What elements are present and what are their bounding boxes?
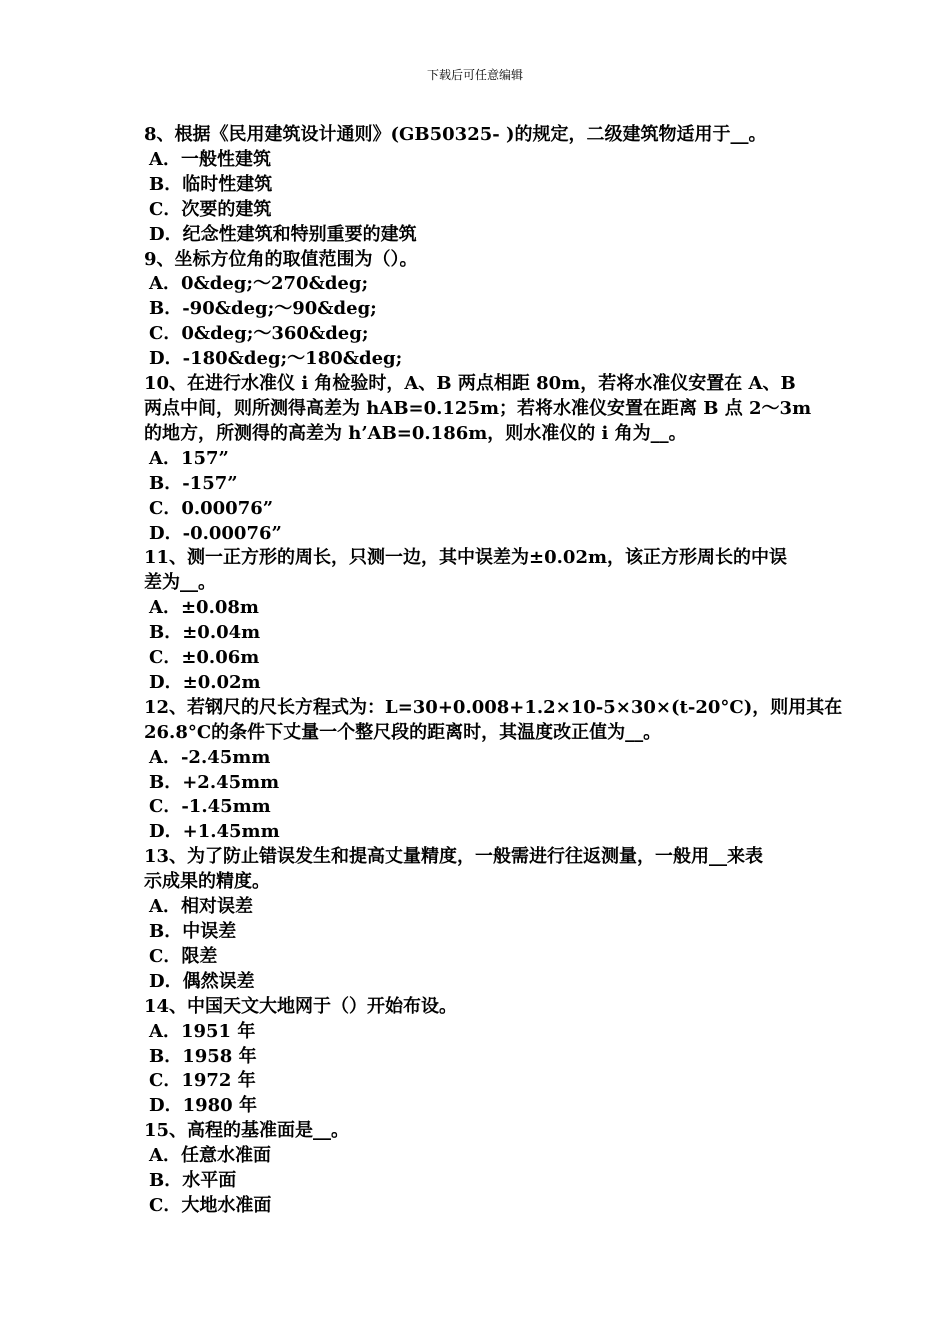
question-text: 14、中国天文大地网于（）开始布设。 [144,995,458,1017]
option-c: C．0&deg;～360&deg; [149,323,369,345]
option-a: A．0&deg;～270&deg; [149,273,369,295]
option-a: A．1951 年 [149,1020,256,1042]
option-a: A．相对误差 [149,896,253,918]
option-d: D．纪念性建筑和特别重要的建筑 [149,223,417,245]
option-c: C．大地水准面 [149,1194,272,1216]
question-text: 15、高程的基准面是__。 [144,1120,350,1142]
option-a: A．-2.45mm [149,746,271,768]
option-b: B．中误差 [149,921,237,942]
question-14 [144,995,808,1120]
question-text: 示成果的精度。 [144,871,270,893]
option-c: C．±0.06m [149,647,260,669]
page-header: 下载后可任意编辑 [426,68,523,82]
option-c: C．限差 [149,945,218,967]
option-c: C．1972 年 [149,1070,256,1092]
question-12 [144,696,843,845]
question-text: 8、根据《民用建筑设计通则》(GB50325- )的规定，二级建筑物适用于__。 [144,124,767,145]
option-d: D．偶然误差 [149,970,255,992]
question-text: 26.8°C的条件下丈量一个整尺段的距离时，其温度改正值为__。 [144,721,662,743]
option-b: B．临时性建筑 [149,173,273,195]
option-b: B．1958 年 [149,1045,257,1067]
question-list [144,123,843,1219]
question-text: 的地方，所测得的高差为 h’AB=0.186m，则水准仪的 i 角为__。 [144,422,687,444]
option-d: D．+1.45mm [149,821,280,843]
question-15 [144,1119,808,1219]
option-d: D．-180&deg;～180&deg; [149,348,403,370]
question-10 [144,372,812,546]
question-text: 差为__。 [144,572,216,594]
option-d: D．1980 年 [149,1095,257,1117]
question-text: 11、测一正方形的周长，只测一边，其中误差为±0.02m，该正方形周长的中误 [144,547,788,569]
option-d: D．±0.02m [149,671,261,693]
question-text: 9、坐标方位角的取值范围为（）。 [144,248,418,270]
question-text: 10、在进行水准仪 i 角检验时，A、B 两点相距 80m，若将水准仪安置在 A、B [144,373,796,395]
option-b: B．水平面 [149,1170,237,1192]
question-9 [144,248,808,373]
question-11 [144,546,808,695]
option-c: C．-1.45mm [149,796,271,818]
question-8 [144,123,808,248]
option-b: B．+2.45mm [149,771,280,793]
option-b: B．-90&deg;～90&deg; [149,298,377,320]
option-a: A．任意水准面 [149,1145,271,1167]
option-c: C．0.00076” [149,497,274,519]
question-text: 两点中间，则所测得高差为 hAB=0.125m；若将水准仪安置在距离 B 点 2～3m [144,397,812,419]
option-a: A．157” [149,447,229,469]
question-text: 12、若钢尺的尺长方程式为：L=30+0.008+1.2×10-5×30×(t-20°C)，则用其在 [144,696,843,718]
question-13 [144,845,808,994]
option-b: B．-157” [149,472,238,494]
question-text: 13、为了防止错误发生和提高丈量精度，一般需进行往返测量，一般用__来表 [144,846,764,868]
option-a: A．±0.08m [149,597,259,619]
option-d: D．-0.00076” [149,522,282,544]
option-a: A．一般性建筑 [149,148,271,170]
option-b: B．±0.04m [149,622,261,644]
option-c: C．次要的建筑 [149,198,272,220]
